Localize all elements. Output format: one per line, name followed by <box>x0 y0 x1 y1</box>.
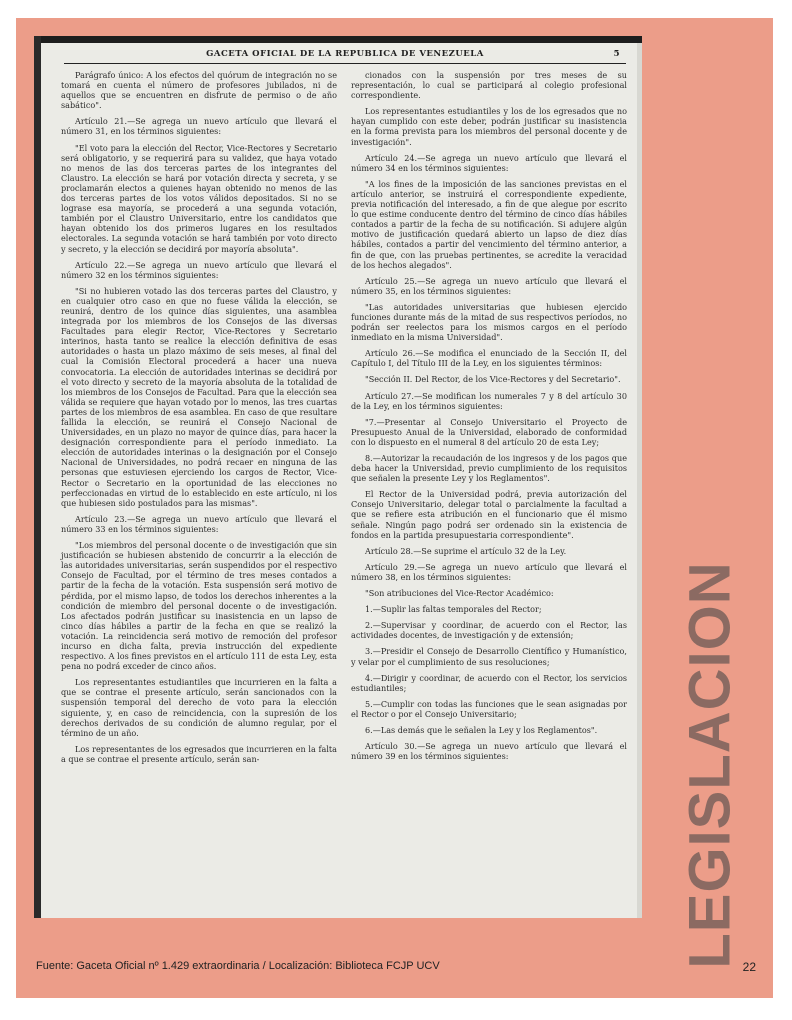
paragraph: Artículo 21.—Se agrega un nuevo artículo que llevará el número 31, en los términos siguientes: <box>61 116 337 137</box>
paragraph: 1.—Suplir las faltas temporales del Rector; <box>365 604 542 615</box>
scan-right-edge <box>637 43 642 918</box>
side-title-text: LEGISLACION <box>677 561 743 969</box>
scan-edge <box>34 36 41 918</box>
paragraph: "7.—Presentar al Consejo Universitario el Proyecto de Presupuesto Anual de la Universidad, elaborado de conformidad con lo dispuesto en el numeral 8 del artículo 20 de esta Ley; <box>351 416 627 447</box>
paragraph: Artículo 30.—Se agrega un nuevo artículo que llevará el número 39 en los términos siguientes: <box>351 741 627 762</box>
paragraph: Los representantes de los egresados que incurrieren en la falta a que se contrae el presente artículo, serán san- <box>61 743 337 764</box>
paragraph: 5.—Cumplir con todas las funciones que le sean asignadas por el Rector o por el Consejo Universitario; <box>351 698 627 719</box>
paragraph: Artículo 22.—Se agrega un nuevo artículo que llevará el número 32 en los términos siguientes: <box>61 259 337 280</box>
paragraph: Artículo 29.—Se agrega un nuevo artículo que llevará el número 38, en los términos siguientes: <box>351 561 627 582</box>
gazette-header <box>64 45 626 64</box>
paragraph: "Sección II. Del Rector, de los Vice-Rectores y del Secretario". <box>365 374 621 385</box>
paragraph: "A los fines de la imposición de las sanciones previstas en el artículo anterior, se instruirá el correspondiente expediente, previa notificación del interesado, a fin de que alegue por escrito lo que estime conducente dentro del término de cinco días hábiles contados a partir de la fecha de su notificación. Si adujere algún motivo de justificación quedará abierto un lapso de diez días hábiles, contados a partir del vencimiento del término anterior, a fin de que, con las pruebas pertinentes, se acredite la veracidad de los hechos alegados". <box>351 178 627 270</box>
paragraph: Los representantes estudiantiles y los de los egresados que no hayan cumplido con este deber, podrán justificar su inasistencia en la forma prevista para los miembros del personal docente y de investigación". <box>351 106 627 147</box>
gazette-page-number: 5 <box>613 49 620 59</box>
scanned-document <box>34 36 642 918</box>
paragraph: Artículo 24.—Se agrega un nuevo artículo que llevará el número 34 en los términos siguientes: <box>351 152 627 173</box>
paragraph: "Los miembros del personal docente o de investigación que sin justificación se hubiesen abstenido de concurrir a la elección de las autoridades universitarias, serán suspendidos por el respectivo Consejo de Facultad, por el término de tres meses contados a partir de la fecha de la votación. Esta suspensión será motivo de pérdida, por el mismo lapso, de todos los derechos inherentes a la condición de miembro del personal docente o de investigación. Los afectados podrán justificar su inasistencia en un lapso de cinco días hábiles a partir de la fecha en que se realizó la votación. La reincidencia será motivo de remoción del profesor incurso en dicha falta, previa instrucción del expediente respectivo. A los fines previstos en el artículo 111 de esta Ley, esta pena no podrá exceder de cinco años. <box>61 540 337 672</box>
paragraph: 3.—Presidir el Consejo de Desarrollo Científico y Humanístico, y velar por el cumplimiento de sus resoluciones; <box>351 646 627 667</box>
paragraph: "Si no hubieren votado las dos terceras partes del Claustro, y en cualquier otro caso en que no fuese válida la elección, se reunirá, dentro de los quince días siguientes, una asamblea integrada por los miembros de los Consejos de las diversas Facultades para elegir Rector, Vice-Rectores y Secretario interinos, hasta tanto se realice la elección definitiva de esas autoridades o hasta un plazo máximo de seis meses, al final del cual la Comisión Electoral procederá a hacer una nueva convocatoria. La elección de autoridades interinas se decidirá por el voto directo y secreto de la mayoría absoluta de la totalidad de los miembros de los Consejos de Facultad. Para que la elección sea válida se requiere que hayan votado por lo menos, las tres cuartas partes de los miembros de esa asamblea. En caso de que resultare fallida la elección, se reunirá el Consejo Nacional de Universidades, en un plazo no mayor de quince días, para hacer la designación correspondiente para el período inmediato. La elección de autoridades interinas o la designación por el Consejo Nacional de Universidades, no podrá recaer en ninguna de las personas que estuviesen ejerciendo los cargos de Rector, Vice-Rector o Secretario en la oportunidad de las elecciones no perfeccionadas en virtud de lo establecido en este artículo, ni los que hubiesen sido postulados para las mismas". <box>61 285 337 508</box>
paragraph: 6.—Las demás que le señalen la Ley y los Reglamentos". <box>365 724 598 735</box>
right-column <box>351 70 627 767</box>
gazette-header-title: GACETA OFICIAL DE LA REPUBLICA DE VENEZUELA <box>206 49 484 59</box>
page-number: 22 <box>742 960 756 974</box>
paragraph: Artículo 25.—Se agrega un nuevo artículo que llevará el número 35, en los términos siguientes: <box>351 275 627 296</box>
paragraph: cionados con la suspensión por tres meses de su representación, lo cual se participará al colegio profesional correspondiente. <box>351 70 627 101</box>
paragraph: 4.—Dirigir y coordinar, de acuerdo con el Rector, los servicios estudiantiles; <box>351 672 627 693</box>
paragraph: El Rector de la Universidad podrá, previa autorización del Consejo Universitario, delegar total o parcialmente la facultad a que se refiere esta atribución en el funcionario que él mismo señale. Ningún pago podrá ser ordenado sin la existencia de fondos en la partida presupuestaria correspondiente". <box>351 489 627 540</box>
paragraph: 8.—Autorizar la recaudación de los ingresos y de los pagos que deba hacer la Universidad, previo cumplimiento de los requisitos que señalen la presente Ley y los Reglamentos". <box>351 453 627 484</box>
paragraph: "Son atribuciones del Vice-Rector Académico: <box>365 588 554 599</box>
paragraph: "Las autoridades universitarias que hubiesen ejercido funciones durante más de la mitad de sus respectivos períodos, no podrán ser reelectos para los mismos cargos en el período inmediato en la misma Universidad". <box>351 301 627 343</box>
footer-source: Fuente: Gaceta Oficial nº 1.429 extraordinaria / Localización: Biblioteca FCJP UCV <box>36 960 440 972</box>
paragraph: Artículo 23.—Se agrega un nuevo artículo que llevará el número 33 en los términos siguientes: <box>61 513 337 534</box>
paragraph: Los representantes estudiantiles que incurrieren en la falta a que se contrae el presente artículo, serán sancionados con la suspensión temporal del derecho de voto para la elección siguiente, y, en caso de reincidencia, con la supresión de los derechos derivados de su condición de alumno regular, por el término de un año. <box>61 677 337 738</box>
paragraph: Artículo 27.—Se modifican los numerales 7 y 8 del artículo 30 de la Ley, en los términos siguientes: <box>351 390 627 411</box>
paragraph: Artículo 28.—Se suprime el artículo 32 de la Ley. <box>365 545 567 556</box>
paragraph: Parágrafo único: A los efectos del quórum de integración no se tomará en cuenta el número de profesores jubilados, ni de aquellos que se encuentren en disfrute de permiso o de año sabático". <box>61 70 337 111</box>
paragraph: "El voto para la elección del Rector, Vice-Rectores y Secretario será obligatorio, y se requerirá para su validez, que haya votado no menos de las dos terceras partes de los integrantes del Claustro. La elección se hará por votación directa y secreta, y se proclamarán electos a quienes hayan obtenido no menos de las dos terceras partes de los votos válidos depositados. Si no se lograse esa mayoría, se procederá a una segunda votación, también por el Claustro Universitario, entre los candidatos que hayan obtenido los dos primeros lugares en los resultados electorales. La segunda votación se hará también por voto directo y secreto, y la elección se decidirá por mayoría absoluta". <box>61 142 337 254</box>
left-column <box>61 70 337 770</box>
paragraph: Artículo 26.—Se modifica el enunciado de la Sección II, del Capítulo I, del Título III de la Ley, en los siguientes términos: <box>351 348 627 369</box>
paragraph: 2.—Supervisar y coordinar, de acuerdo con el Rector, las actividades docentes, de investigación y de extensión; <box>351 620 627 641</box>
